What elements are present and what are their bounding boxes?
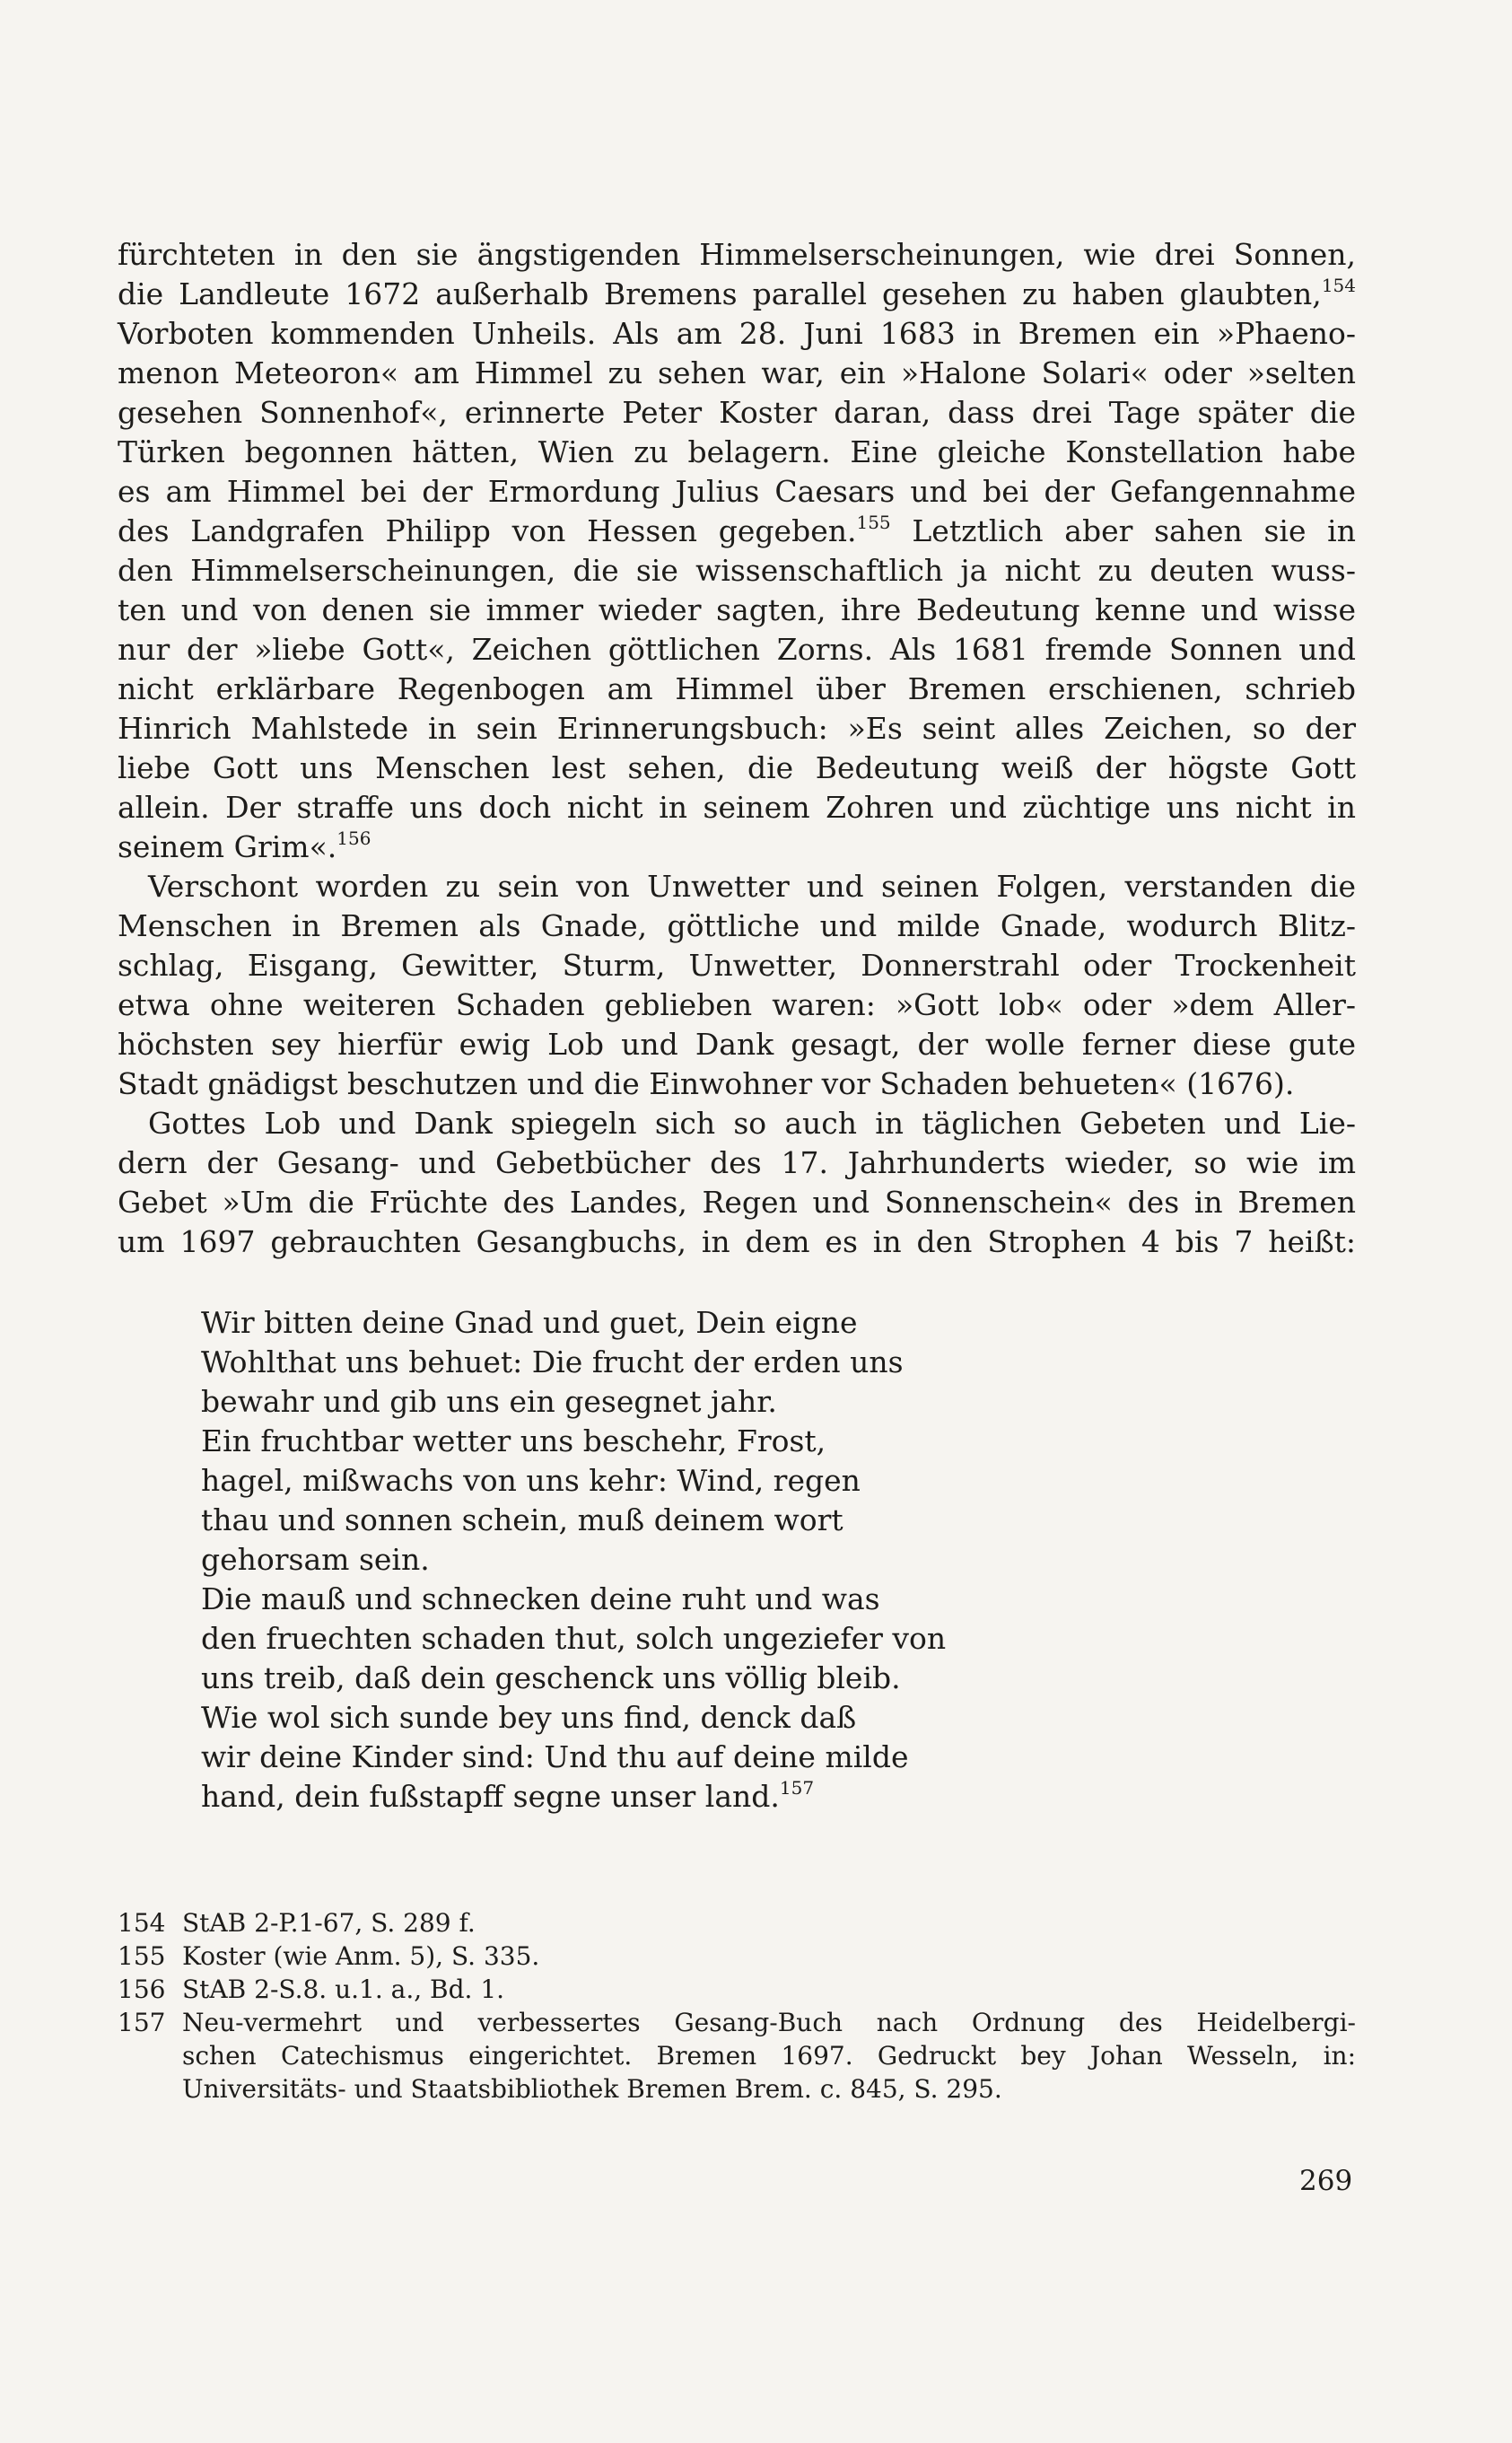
verse-line: Die mauß und schnecken deine ruht und was (201, 1581, 880, 1616)
footnote (118, 2006, 1356, 2106)
footnotes (118, 1906, 1356, 2106)
footnote-text: Koster (wie Anm. 5), S. 335. (182, 1941, 540, 1971)
text-line: nicht erklärbare Regenbogen am Himmel über Bremen erschienen, schrieb (118, 671, 1356, 706)
text-line: Türken begonnen hätten, Wien zu belagern. Eine gleiche Konstellation habe (118, 434, 1356, 469)
text-line: ten und von denen sie immer wieder sagten, ihre Bedeutung kenne und wisse (118, 592, 1356, 627)
text-line: fürchteten in den sie ängstigenden Himmelserscheinungen, wie drei Sonnen, (118, 237, 1356, 272)
text-line: den Himmelserscheinungen, die sie wissenschaftlich ja nicht zu deuten wuss- (118, 553, 1356, 588)
hymn-verse (201, 1303, 1009, 1817)
text-line: menon Meteoron« am Himmel zu sehen war, ein »Halone Solari« oder »selten (118, 355, 1356, 390)
footnote-text: StAB 2-S.8. u.1. a., Bd. 1. (182, 1975, 505, 2004)
verse-line: thau und sonnen schein, muß deinem wort (201, 1502, 843, 1537)
text-line: Hinrich Mahlstede in sein Erinnerungsbuch: »Es seint alles Zeichen, so der (118, 711, 1356, 746)
text-line: Gebet »Um die Früchte des Landes, Regen und Sonnenschein« des in Bremen (118, 1185, 1356, 1220)
text-line: Menschen in Bremen als Gnade, göttliche und milde Gnade, wodurch Blitz- (118, 908, 1356, 943)
footnote-number: 157 (118, 2008, 166, 2037)
page-number: 269 (1299, 2165, 1353, 2197)
verse-line: Ein fruchtbar wetter uns beschehr, Frost, (201, 1423, 826, 1458)
verse-line: wir deine Kinder sind: Und thu auf deine milde (201, 1739, 909, 1774)
text-line: Vorboten kommenden Unheils. Als am 28. Juni 1683 in Bremen ein »Phaeno- (118, 316, 1356, 351)
footnote-text: Neu-vermehrt und verbessertes Gesang-Buch nach Ordnung des Heidelbergi- (182, 2008, 1356, 2037)
verse-line: Wohlthat uns behuet: Die frucht der erden uns (201, 1344, 904, 1379)
verse-line: gehorsam sein. (201, 1542, 430, 1577)
footnote (118, 1940, 1356, 1973)
text-line: etwa ohne weiteren Schaden geblieben waren: »Gott lob« oder »dem Aller- (118, 987, 1356, 1022)
footnote-text: schen Catechismus eingerichtet. Bremen 1697. Gedruckt bey Johan Wesseln, in: (182, 2041, 1356, 2071)
verse-line: uns treib, daß dein geschenck uns völlig bleib. (201, 1660, 901, 1695)
text-line: Verschont worden zu sein von Unwetter und seinen Folgen, verstanden die (148, 869, 1356, 904)
text-line: es am Himmel bei der Ermordung Julius Caesars und bei der Gefangennahme (118, 474, 1356, 509)
footnote-ref[interactable]: 155 (856, 512, 891, 533)
verse-line: hand, dein fußstapff segne unser land.$^{157}$ (201, 1777, 815, 1814)
main-text (118, 235, 1356, 1262)
text-line: Stadt gnädigst beschutzen und die Einwohner vor Schaden behueten« (1676). (118, 1066, 1295, 1101)
text-line: gesehen Sonnenhof«, erinnerte Peter Koster daran, dass drei Tage später die (118, 395, 1356, 430)
verse-line: bewahr und gib uns ein gesegnet jahr. (201, 1384, 777, 1419)
text-line: nur der »liebe Gott«, Zeichen göttlichen Zorns. Als 1681 fremde Sonnen und (118, 632, 1356, 667)
verse-line: Wie wol sich sunde bey uns find, denck daß (201, 1700, 857, 1735)
text-line: liebe Gott uns Menschen lest sehen, die Bedeutung weiß der högste Gott (118, 750, 1356, 785)
text-line: höchsten sey hierfür ewig Lob und Dank gesagt, der wolle ferner diese gute (118, 1027, 1356, 1062)
verse-line: Wir bitten deine Gnad und guet, Dein eigne (201, 1305, 858, 1340)
footnote-number: 154 (118, 1908, 166, 1938)
text-line: schlag, Eisgang, Gewitter, Sturm, Unwetter, Donnerstrahl oder Trockenheit (118, 948, 1356, 983)
footnote-text: StAB 2-P.1-67, S. 289 f. (182, 1908, 476, 1938)
text-line: seinem Grim«.$^{156}$ (118, 827, 371, 864)
text-line: Gottes Lob und Dank spiegeln sich so auch in täglichen Gebeten und Lie- (148, 1106, 1356, 1141)
verse-line: hagel, mißwachs von uns kehr: Wind, regen (201, 1463, 861, 1498)
footnote-ref[interactable]: 156 (336, 827, 371, 849)
text-line: des Landgrafen Philipp von Hessen gegeben.$^{155}$ Letztlich aber sahen sie in (118, 512, 1356, 548)
footnote-number: 156 (118, 1975, 166, 2004)
text-line: die Landleute 1672 außerhalb Bremens parallel gesehen zu haben glaubten,$^{154}$ (118, 275, 1356, 311)
text-line: dern der Gesang- und Gebetbücher des 17. Jahrhunderts wieder, so wie im (118, 1145, 1356, 1180)
footnote-number: 155 (118, 1941, 166, 1971)
footnote-ref[interactable]: 157 (779, 1777, 815, 1799)
verse-line: den fruechten schaden thut, solch ungeziefer von (201, 1621, 947, 1656)
text-line: um 1697 gebrauchten Gesangbuchs, in dem es in den Strophen 4 bis 7 heißt: (118, 1224, 1356, 1259)
text-line: allein. Der straffe uns doch nicht in seinem Zohren und züchtige uns nicht in (118, 790, 1356, 825)
footnote (118, 1973, 1356, 2006)
footnote (118, 1906, 1356, 1940)
footnote-text: Universitäts- und Staatsbibliothek Bremen Brem. c. 845, S. 295. (182, 2074, 1002, 2104)
footnote-ref[interactable]: 154 (1321, 275, 1356, 296)
